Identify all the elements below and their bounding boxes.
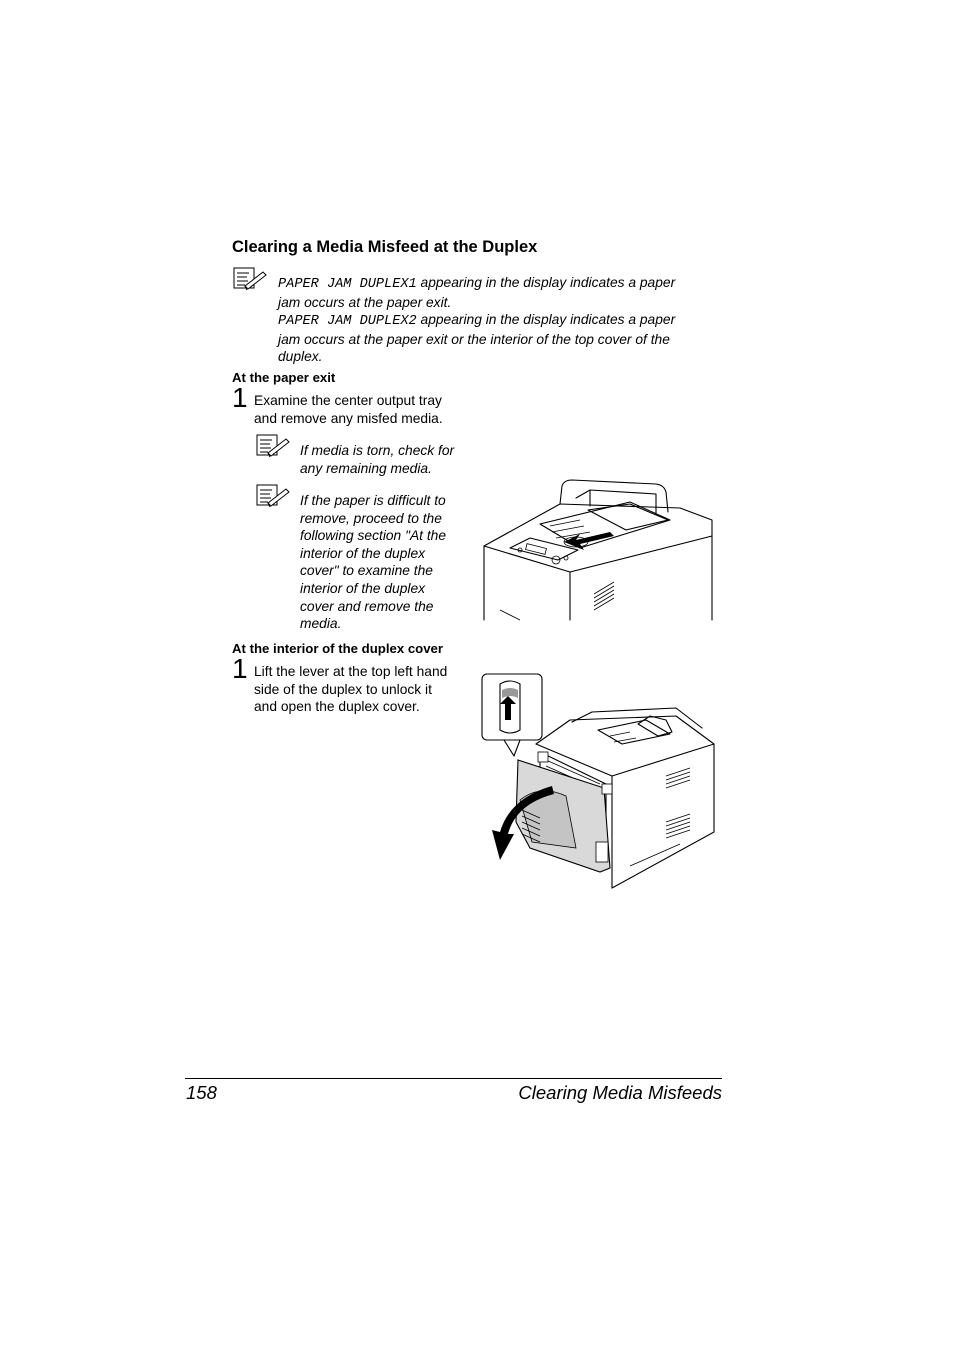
step-line: and remove any misfed media. xyxy=(254,410,443,426)
note-line: interior of the duplex xyxy=(300,580,426,596)
chapter-title: Clearing Media Misfeeds xyxy=(518,1082,722,1103)
intro-note-text-1a: appearing in the display indicates a paper xyxy=(416,275,676,290)
intro-note xyxy=(278,274,738,366)
section-title: Clearing a Media Misfeed at the Duplex xyxy=(232,238,538,256)
note-line: If media is torn, check for xyxy=(300,443,455,458)
note-line: remove, proceed to the xyxy=(300,510,442,526)
paper-exit-heading: At the paper exit xyxy=(232,370,336,385)
difficult-removal-note xyxy=(300,492,470,633)
duplex-cover-illustration xyxy=(480,672,718,892)
note-pencil-icon xyxy=(256,434,292,458)
printer-output-tray-illustration xyxy=(480,476,716,622)
page-number: 158 xyxy=(186,1082,217,1103)
torn-media-note xyxy=(300,442,470,477)
note-line: interior of the duplex xyxy=(300,545,426,561)
note-line: following section "At the xyxy=(300,528,447,544)
note-line: cover and remove the xyxy=(300,598,434,614)
note-pencil-icon xyxy=(256,484,292,508)
duplex-cover-heading: At the interior of the duplex cover xyxy=(232,641,444,656)
note-line: any remaining media. xyxy=(300,460,432,476)
note-line: If the paper is difficult to xyxy=(300,493,446,508)
step-number: 1 xyxy=(232,653,248,684)
footer-divider xyxy=(185,1078,722,1079)
paper-exit-step-text xyxy=(254,392,484,427)
step-line: side of the duplex to unlock it xyxy=(254,681,432,697)
step-line: and open the duplex cover. xyxy=(254,699,420,715)
note-pencil-icon xyxy=(233,267,269,291)
intro-note-text-2a: appearing in the display indicates a paper xyxy=(416,312,676,328)
code-duplex1: PAPER JAM DUPLEX1 xyxy=(278,277,417,292)
step-line: Examine the center output tray xyxy=(254,393,442,408)
intro-note-line-2: jam occurs at the paper exit. xyxy=(278,294,452,310)
step-number: 1 xyxy=(232,382,248,413)
note-line: cover" to examine the xyxy=(300,563,433,579)
intro-note-line-5: duplex. xyxy=(278,349,323,365)
intro-note-line-1 xyxy=(278,274,738,294)
duplex-step-text xyxy=(254,663,484,716)
note-line: media. xyxy=(300,616,342,632)
intro-note-line-3 xyxy=(278,311,738,331)
intro-note-line-4: jam occurs at the paper exit or the interior of the top cover of the xyxy=(278,331,670,347)
code-duplex2: PAPER JAM DUPLEX2 xyxy=(278,314,417,330)
step-line: Lift the lever at the top left hand xyxy=(254,664,448,679)
